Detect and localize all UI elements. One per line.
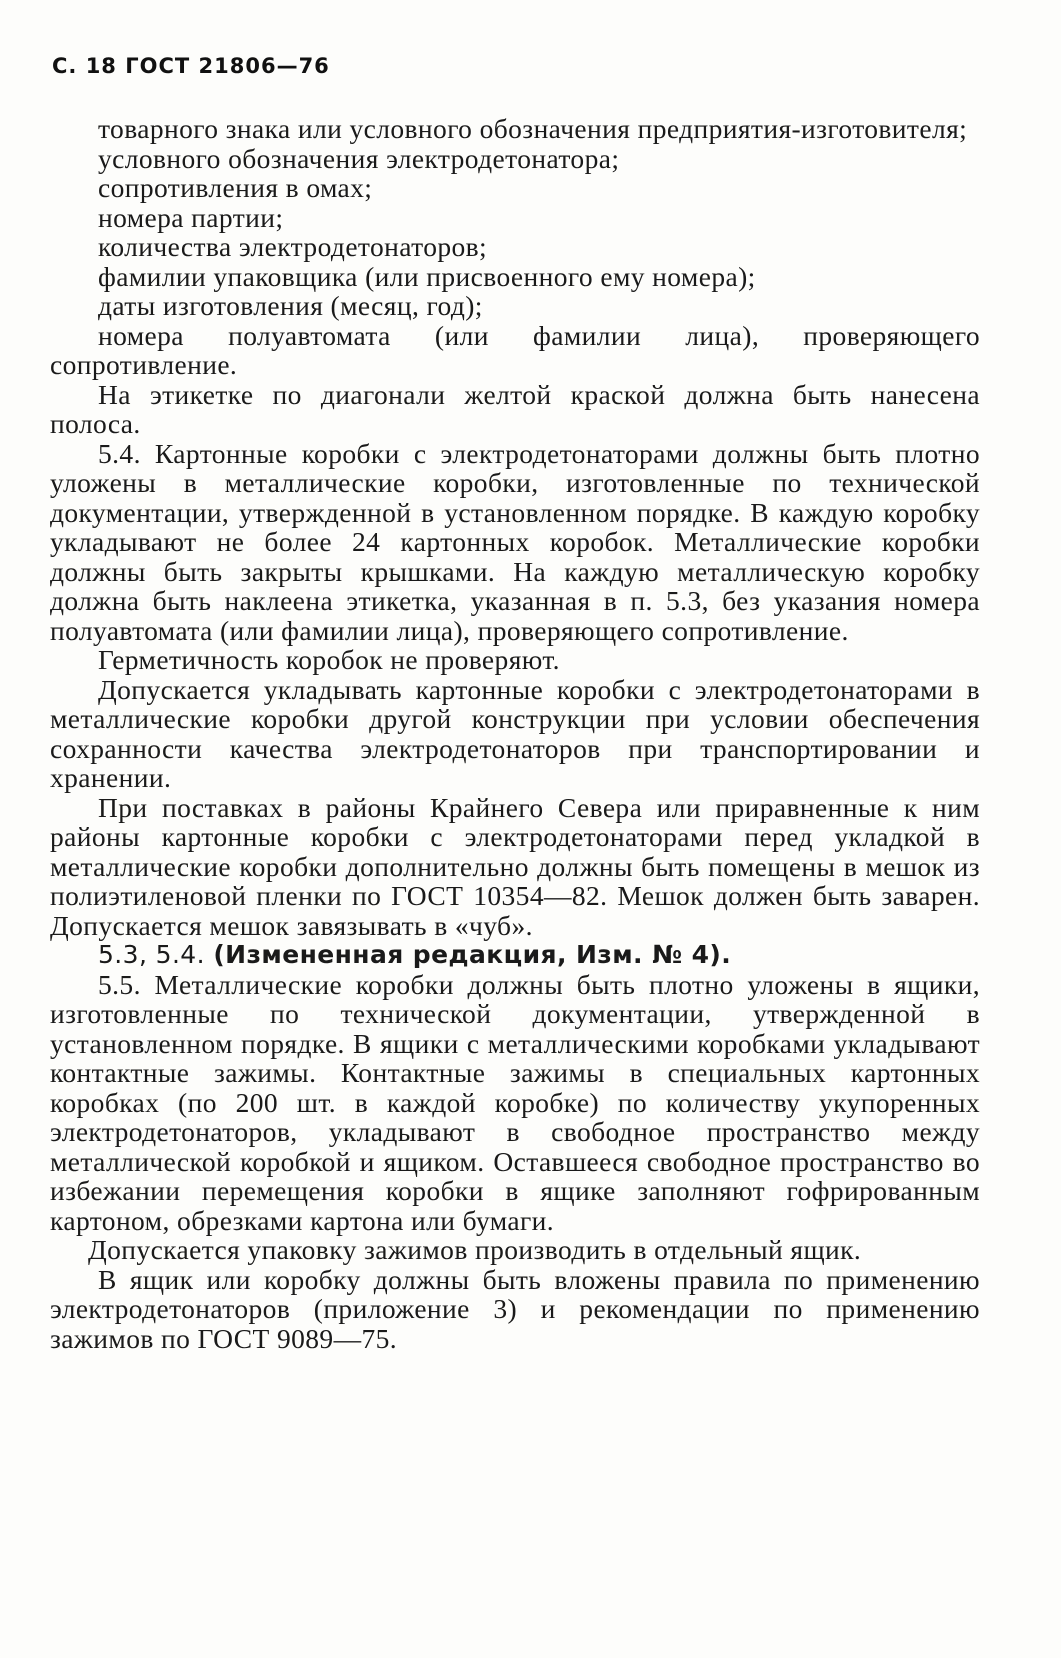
paragraph-rules-enclosed: В ящик или коробку должны быть вложены правила по применению электродетонаторов (приложение 3) и рекомендации по применению зажимов по ГОСТ 9089—75. <box>50 1263 980 1354</box>
page-header: С. 18 ГОСТ 21806—76 <box>52 54 330 78</box>
list-item: номера полуавтомата (или фамилии лица), проверяющего сопротивление. <box>50 319 980 380</box>
paragraph-label-stripe: На этикетке по диагонали желтой краской должна быть нанесена полоса. <box>50 378 980 439</box>
list-item: количества электродетонаторов; <box>98 231 488 262</box>
amendment-bold: (Измененная редакция, Изм. № 4). <box>213 940 732 969</box>
list-item: номера партии; <box>98 201 284 233</box>
paragraph-amendment-note <box>50 940 980 970</box>
amendment-prefix: 5.3, 5.4. <box>98 940 214 969</box>
document-body <box>50 114 980 1353</box>
list-item: фамилии упаковщика (или присвоенного ему номера); <box>98 260 756 292</box>
paragraph-section-5-4: 5.4. Картонные коробки с электродетонаторами должны быть плотно уложены в металлические коробки, изготовленные по технической документации, утвержденной в установленном порядке. В каждую коробку укладывают не более 24 картонных коробок. Металлические коробки должны быть закрыты крышками. На каждую металлическую коробку должна быть наклеена этикетка, указанная в п. 5.3, без указания номера полуавтомата (или фамилии лица), проверяющего сопротивление. <box>50 437 980 646</box>
paragraph-section-5-5: 5.5. Металлические коробки должны быть плотно уложены в ящики, изготовленные по технической документации, утвержденной в установленном порядке. В ящики с металлическими коробками укладывают контактные зажимы. Контактные зажимы в специальных картонных коробках (по 200 шт. в каждой коробке) по количеству укупоренных электродетонаторов, укладывают в свободное пространство между металлической коробкой и ящиком. Оставшееся свободное пространство во избежании перемещения коробки в ящике заполняют гофрированным картоном, обрезками картона или бумаги. <box>50 968 980 1236</box>
list-item: условного обозначения электродетонатора; <box>98 142 620 174</box>
list-item: даты изготовления (месяц, год); <box>98 290 483 321</box>
paragraph-alt-boxes: Допускается укладывать картонные коробки с электродетонаторами в металлические коробки другой конструкции при условии обеспечения сохранности качества электродетонаторов при транспортировании и хранении. <box>50 673 980 793</box>
paragraph-separate-box: Допускается упаковку зажимов производить в отдельный ящик. <box>88 1234 862 1265</box>
paragraph-trademark: товарного знака или условного обозначения предприятия-изготовителя; <box>98 113 968 144</box>
paragraph-far-north: При поставках в районы Крайнего Севера или приравненные к ним районы картонные коробки с электродетонаторами перед укладкой в металлические коробки дополнительно должны быть помещены в мешок из полиэтиленовой пленки по ГОСТ 10354—82. Мешок должен быть заварен. Допускается мешок завязывать в «чуб». <box>50 791 980 941</box>
paragraph-hermetic: Герметичность коробок не проверяют. <box>98 644 560 675</box>
list-item: сопротивления в омах; <box>98 172 373 203</box>
